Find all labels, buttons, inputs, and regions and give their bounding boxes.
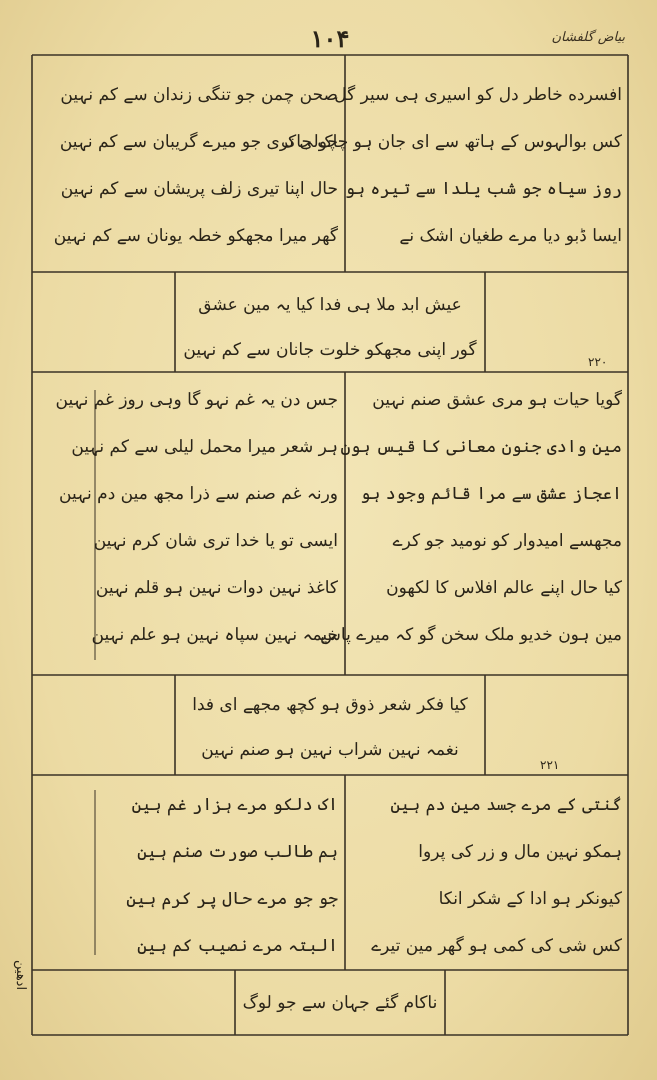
verse-line: البتہ مرے نصیب کم ہین (137, 936, 338, 956)
verse-line: ہمکو نہین مال و زر کی پروا (418, 842, 622, 862)
verse-line: کاغذ نہین دوات نہین ہو قلم نہین (95, 578, 338, 598)
verse-line: عیش ابد ملا ہی فدا کیا یہ مین عشق (198, 295, 462, 315)
verse-line: گھر میرا مجھکو خطہ یونان سے کم نہین (53, 226, 338, 246)
verse-line: مجھسے امیدوار کو نومید جو کرے (392, 531, 622, 551)
verse-line: مین وادی جنون معانی کا قیس ہون (340, 437, 622, 457)
margin-number: ۲۲۰ (588, 355, 608, 369)
catchword: ادھین (13, 959, 28, 990)
verse-line: کیونکر ہو ادا کے شکر انکا (438, 889, 622, 909)
verse-line: افسرده خاطر دل کو اسیری ہی سیر گل (334, 85, 622, 105)
verse-line: حال اپنا تیری زلف پریشان سے کم نہین (60, 179, 338, 199)
verse-line: ناکام گئے جہان سے جو لوگ (242, 993, 438, 1013)
margin-number: ۲۲۱ (540, 758, 560, 772)
page-number: ۱۰۴ (310, 24, 350, 53)
verse-line: جو جو مرے حال پر کرم ہین (126, 889, 338, 909)
verse-line: اعجاز عشق سے مرا قائم وجود ہو (360, 484, 622, 504)
verse-line: چولی تری جو میرے گریبان سے کم نہین (59, 132, 338, 152)
verse-line: ہم طالب صورت صنم ہین (137, 842, 338, 862)
verse-line: کیا حال اپنے عالم افلاس کا لکھون (386, 578, 622, 598)
verse-line: کس شی کی کمی ہو گھر مین تیرے (371, 936, 622, 956)
verse-line: ہر شعر میرا محمل لیلی سے کم نہین (71, 437, 338, 457)
verse-line: خیمہ نہین سپاہ نہین ہو علم نہین (91, 625, 338, 645)
verse-line: مین ہون خدیو ملک سخن گو کہ میرے پاس (320, 625, 622, 645)
verse-line: کس بوالہوس کے ہاتھ سے ای جان ہو چاک جاک (281, 132, 622, 152)
verse-line: روز سیاہ جو شب یلدا سے تیرہ ہو (345, 179, 622, 199)
verse-line: نغمہ نہین شراب نہین ہو صنم نہین (201, 740, 459, 760)
verse-line: ایسی تو یا خدا تری شان کرم نہین (93, 531, 338, 551)
verse-line: کیا فکر شعر ذوق ہو کچھ مجھے ای فدا (192, 695, 468, 715)
verse-line: گور اپنی مجھکو خلوت جانان سے کم نہین (183, 340, 477, 360)
verse-line: اک دلکو مرے ہزار غم ہین (131, 795, 338, 815)
verse-line: ایسا ڈبو دیا مرے طغیان اشک نے (399, 226, 622, 246)
verse-line: گنتی کے مرے جسد مین دم ہین (390, 795, 622, 815)
book-title: بیاض گلفشان (551, 30, 625, 45)
verse-line: گویا حیات ہو مری عشق صنم نہین (372, 390, 622, 410)
verse-line: صحن چمن جو تنگی زندان سے کم نہین (60, 85, 338, 105)
verse-line: جس دن یہ غم نہو گا وہی روز غم نہین (55, 390, 338, 410)
verse-line: ورنہ غم صنم سے ذرا مجھ مین دم نہین (59, 484, 338, 504)
